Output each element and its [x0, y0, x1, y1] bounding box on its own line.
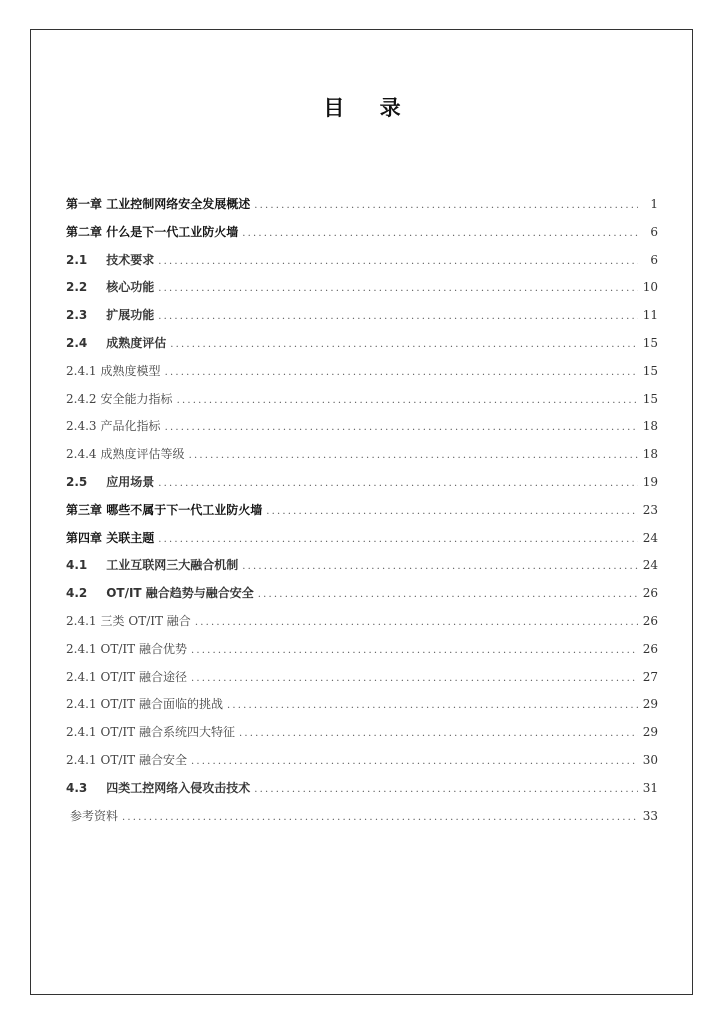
- toc-entry-number: 4.2: [66, 586, 88, 601]
- toc-entry-number: 4.1: [66, 558, 88, 573]
- toc-entry-number: 2.2: [66, 280, 88, 295]
- toc-entry-label: OT/IT 融合优势: [100, 641, 187, 656]
- toc-entry-page: 33: [642, 808, 658, 823]
- toc-entry[interactable]: [66, 417, 658, 445]
- dot-leader: [242, 561, 638, 572]
- toc-entry[interactable]: [66, 556, 658, 584]
- toc-entry-page: 15: [642, 391, 658, 406]
- toc-entry-label: 工业控制网络安全发展概述: [106, 197, 251, 211]
- dot-leader: [195, 617, 638, 628]
- dot-leader: [158, 283, 638, 294]
- toc-entry-page: 10: [642, 280, 658, 295]
- toc-entry[interactable]: [66, 807, 658, 835]
- toc-entry-number: 2.4.4: [66, 447, 97, 462]
- toc-entry-label: 扩展功能: [106, 308, 155, 323]
- toc-entry-page: 29: [642, 725, 658, 740]
- toc-entry-label: 技术要求: [106, 252, 155, 267]
- toc-entry-page: 31: [642, 780, 658, 795]
- dot-leader: [122, 812, 638, 823]
- dot-leader: [191, 645, 638, 656]
- toc-entry-label: 应用场景: [106, 474, 155, 489]
- dot-leader: [165, 422, 638, 433]
- toc-entry-label: 工业互联网三大融合机制: [106, 558, 239, 573]
- toc-entry-label: OT/IT 融合趋势与融合安全: [106, 586, 254, 601]
- toc-entry-page: 15: [642, 335, 658, 350]
- toc-entry-page: 26: [642, 613, 658, 628]
- toc-entry[interactable]: [66, 473, 658, 501]
- toc-entry[interactable]: [66, 612, 658, 640]
- toc-entry-label: 成熟度模型: [100, 363, 161, 378]
- toc-entry-label: OT/IT 融合面临的挑战: [100, 697, 223, 712]
- toc-entry-number: 2.4.3: [66, 419, 97, 434]
- toc-entry-number: 2.4.1: [66, 752, 97, 767]
- dot-leader: [242, 228, 638, 239]
- dot-leader: [158, 256, 638, 267]
- toc-entry-page: 15: [642, 363, 658, 378]
- toc-entry-number: 2.4.1: [66, 613, 97, 628]
- dot-leader: [254, 784, 638, 795]
- dot-leader: [158, 478, 638, 489]
- toc-entry-page: 26: [642, 586, 658, 601]
- toc-entry[interactable]: [66, 251, 658, 279]
- dot-leader: [158, 311, 638, 322]
- toc-entry-number: 4.3: [66, 780, 88, 795]
- toc-entry-label: 成熟度评估等级: [100, 447, 185, 462]
- toc-entry-page: 23: [642, 502, 658, 517]
- toc-entry-page: 29: [642, 697, 658, 712]
- toc-entry[interactable]: [66, 640, 658, 668]
- toc-entry-number: 2.4.2: [66, 391, 97, 406]
- toc-entry-page: 24: [642, 558, 658, 573]
- toc-entry[interactable]: [66, 529, 658, 557]
- dot-leader: [258, 589, 638, 600]
- toc-entry-number: 2.4: [66, 335, 88, 350]
- toc-entry-label: 哪些不属于下一代工业防火墙: [106, 502, 263, 517]
- toc-entry[interactable]: [66, 445, 658, 473]
- toc-entry-number: 第三章: [66, 502, 103, 517]
- toc-entry[interactable]: [66, 668, 658, 696]
- toc-entry-label: 参考资料: [70, 808, 119, 823]
- toc-entry-page: 19: [642, 474, 658, 489]
- toc-entry-number: 2.4.1: [66, 697, 97, 712]
- toc-entry-number: 第四章: [66, 530, 103, 545]
- dot-leader: [177, 395, 638, 406]
- dot-leader: [189, 450, 638, 461]
- dot-leader: [239, 728, 638, 739]
- toc-entry[interactable]: [66, 306, 658, 334]
- toc-entry[interactable]: [66, 723, 658, 751]
- toc-entry[interactable]: [66, 779, 658, 807]
- toc-entry[interactable]: [66, 223, 658, 251]
- dot-leader: [191, 756, 638, 767]
- toc-entry[interactable]: [66, 584, 658, 612]
- toc-entry-number: 2.4.1: [66, 725, 97, 740]
- dot-leader: [170, 339, 638, 350]
- toc-entry[interactable]: [66, 501, 658, 529]
- toc-entry-label: OT/IT 融合途径: [100, 669, 187, 684]
- toc-entry-number: 2.4.1: [66, 641, 97, 656]
- dot-leader: [191, 673, 638, 684]
- dot-leader: [266, 506, 638, 517]
- toc-entry-page: 27: [642, 669, 658, 684]
- toc-entry[interactable]: [66, 751, 658, 779]
- toc-entry-number: 2.1: [66, 252, 88, 267]
- dot-leader: [254, 200, 638, 211]
- toc-entry-page: 26: [642, 641, 658, 656]
- toc-entry-page: 6: [650, 252, 658, 267]
- toc-entry[interactable]: [66, 362, 658, 390]
- toc-entry-number: 第二章: [66, 224, 103, 239]
- toc-entry[interactable]: [66, 278, 658, 306]
- toc-entry[interactable]: [66, 195, 658, 223]
- toc-entry-number: 2.4.1: [66, 363, 97, 378]
- toc-entry-page: 30: [642, 752, 658, 767]
- toc-entry-label: 什么是下一代工业防火墙: [106, 224, 239, 239]
- toc-entry-label: 成熟度评估: [106, 335, 167, 350]
- table-of-contents: [66, 195, 658, 834]
- toc-entry-label: 产品化指标: [100, 419, 161, 434]
- toc-entry-number: 2.3: [66, 308, 88, 323]
- toc-entry-label: 关联主题: [106, 530, 155, 545]
- page-title: 目 录: [323, 96, 415, 120]
- toc-entry-label: 三类 OT/IT 融合: [100, 613, 191, 628]
- toc-entry-label: OT/IT 融合系统四大特征: [100, 725, 235, 740]
- toc-entry-page: 24: [642, 530, 658, 545]
- toc-entry-page: 18: [642, 447, 658, 462]
- toc-entry-label: 核心功能: [106, 280, 155, 295]
- toc-entry-number: 第一章: [66, 197, 103, 211]
- toc-entry-page: 11: [642, 308, 658, 323]
- toc-entry-page: 6: [650, 224, 658, 239]
- toc-entry-number: 2.5: [66, 474, 88, 489]
- toc-entry[interactable]: [66, 334, 658, 362]
- toc-entry-page: 18: [642, 419, 658, 434]
- toc-entry-label: 安全能力指标: [100, 391, 173, 406]
- dot-leader: [165, 367, 638, 378]
- toc-entry-label: OT/IT 融合安全: [100, 752, 187, 767]
- toc-entry[interactable]: [66, 695, 658, 723]
- dot-leader: [158, 534, 638, 545]
- toc-entry-number: 2.4.1: [66, 669, 97, 684]
- dot-leader: [227, 700, 638, 711]
- toc-entry-label: 四类工控网络入侵攻击技术: [106, 780, 251, 795]
- toc-entry-page: 1: [650, 197, 658, 211]
- toc-entry[interactable]: [66, 390, 658, 418]
